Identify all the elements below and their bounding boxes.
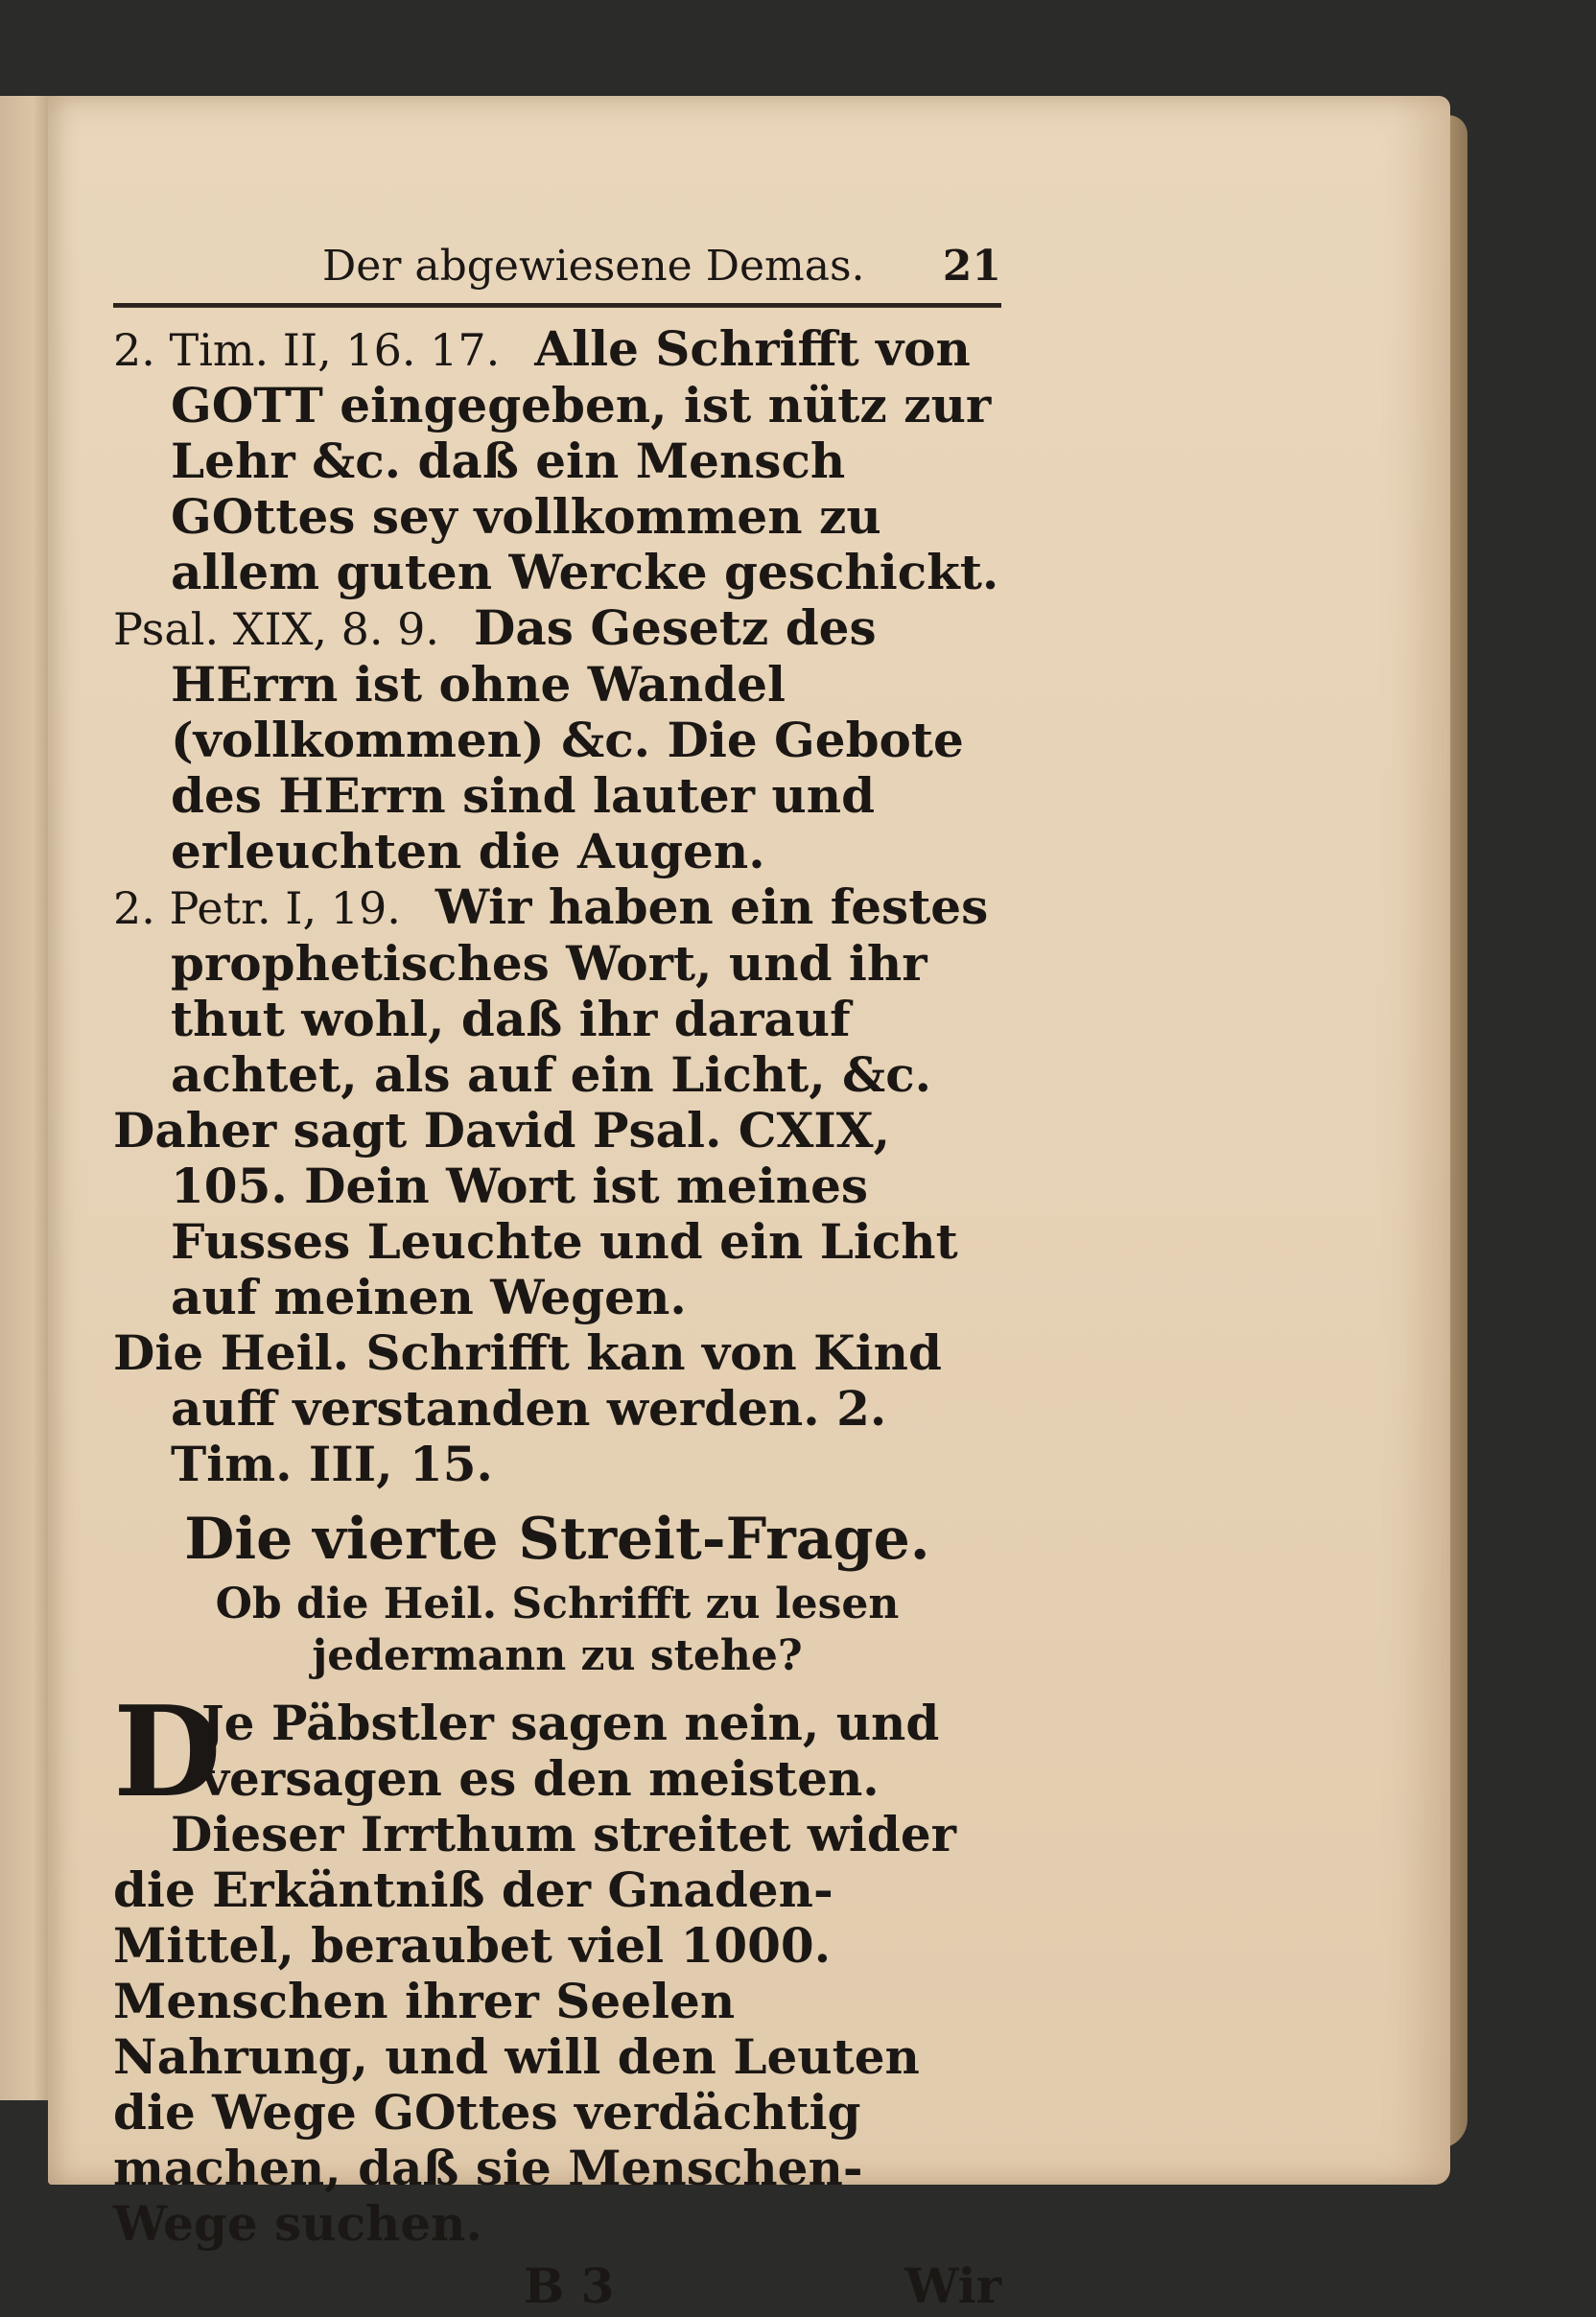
header-rule bbox=[113, 303, 1001, 308]
page-footer bbox=[113, 2256, 1001, 2317]
scripture-entry bbox=[113, 1103, 1001, 1325]
scripture-reference: 2. Petr. I, 19. bbox=[113, 882, 401, 934]
scripture-text: Daher sagt David Psal. CXIX, 105. Dein Wort ist meines Fusses Leuchte und ein Licht auf meinen Wegen. bbox=[113, 1102, 958, 1325]
scripture-text: Alle Schrifft von GOTT eingegeben, ist nütz zur Lehr &c. daß ein Mensch GOttes sey vollkommen zu allem guten Wercke geschickt. bbox=[171, 320, 999, 600]
section-heading: Die vierte Streit-Frage. bbox=[184, 1506, 930, 1573]
scripture-entry bbox=[113, 1325, 1001, 1492]
scripture-entry bbox=[113, 600, 1001, 879]
scripture-text: Das Gesetz des HErrn ist ohne Wandel (vollkommen) &c. Die Gebote des HErrn sind lauter und erleuchten die Augen. bbox=[171, 599, 964, 879]
scripture-text: Wir haben ein festes prophetisches Wort, und ihr thut wohl, daß ihr darauf achtet, als auf ein Licht, &c. bbox=[171, 878, 989, 1103]
second-paragraph: Dieser Irrthum streitet wider die Erkäntniß der Gnaden-Mittel, beraubet viel 1000. Menschen ihrer Seelen Nahrung, und will den Leuten die Wege GOttes verdächtig machen, daß sie Menschen-Wege suchen. bbox=[113, 1806, 957, 2252]
drop-cap: D bbox=[113, 1678, 222, 1825]
scripture-entry bbox=[113, 321, 1001, 600]
running-title: Der abgewiesene Demas. bbox=[322, 242, 865, 291]
first-paragraph-text: Je Päbstler sagen nein, und versagen es den meisten. bbox=[201, 1695, 940, 1807]
scripture-reference: 2. Tim. II, 16. 17. bbox=[113, 324, 501, 376]
scripture-entry bbox=[113, 879, 1001, 1103]
page-text bbox=[113, 238, 1001, 2317]
scripture-text: Die Heil. Schrifft kan von Kind auff verstanden werden. 2. Tim. III, 15. bbox=[113, 1324, 942, 1492]
page-number: 21 bbox=[942, 242, 1001, 291]
first-paragraph bbox=[113, 1678, 1001, 1825]
scripture-reference: Psal. XIX, 8. 9. bbox=[113, 603, 440, 655]
signature-mark: B 3 bbox=[524, 2258, 615, 2314]
page-header bbox=[113, 238, 1001, 295]
catchword: Wir bbox=[904, 2258, 1001, 2314]
section-subheading: Ob die Heil. Schrifft zu lesen jedermann zu stehe? bbox=[215, 1580, 900, 1680]
